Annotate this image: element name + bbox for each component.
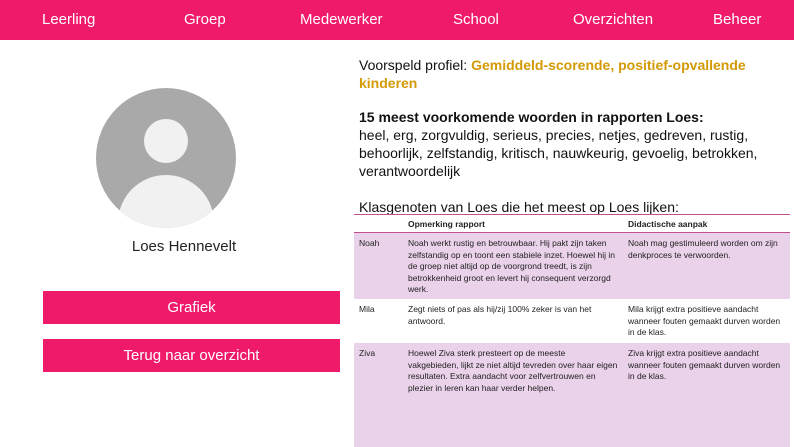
classmates-title: Klasgenoten van Loes die het meest op Loes lijken: (359, 199, 679, 215)
top-navigation (0, 0, 794, 40)
avatar-body (118, 175, 214, 228)
classmates-table (354, 214, 790, 447)
row-remark: Zegt niets of pas als hij/zij 100% zeker is van het antwoord. (408, 304, 592, 326)
profile-label: Voorspeld profiel: (359, 57, 472, 73)
student-name: Loes Hennevelt (131, 238, 237, 255)
nav-beheer[interactable]: Beheer (713, 11, 762, 28)
row-name: Ziva (359, 348, 376, 358)
header-approach: Didactische aanpak (628, 219, 708, 229)
nav-school[interactable]: School (453, 11, 499, 28)
nav-groep[interactable]: Groep (184, 11, 226, 28)
profile-value: Gemiddeld-scorende, positief-opvallende kinderen (359, 57, 746, 91)
row-name: Mila (359, 304, 375, 314)
header-remark: Opmerking rapport (408, 219, 485, 229)
predicted-profile (359, 56, 779, 92)
table-row (354, 343, 790, 447)
avatar-head (144, 119, 188, 163)
row-approach: Mila krijgt extra positieve aandacht wanneer fouten gemaakt durven worden in de klas. (628, 304, 781, 337)
row-remark: Noah werkt rustig en betrouwbaar. Hij pakt zijn taken zelfstandig op en toont een stabiele inzet. Hoewel hij in de groep niet altijd op de voorgrond treedt, is zijn betrokkenheid groot en levert hij consequent verzorgd werk. (408, 238, 615, 294)
row-remark: Hoewel Ziva sterk presteert op de meeste vakgebieden, lijkt ze niet altijd tevreden over haar eigen resultaten. Extra aandacht voor zelfvertrouwen en plezier in leren kan haar verder helpen. (408, 348, 618, 393)
back-to-overview-button[interactable]: Terug naar overzicht (43, 339, 340, 372)
frequent-words (359, 108, 779, 180)
table-row (354, 299, 790, 343)
nav-leerling[interactable]: Leerling (42, 11, 96, 28)
grafiek-button[interactable]: Grafiek (43, 291, 340, 324)
row-approach: Ziva krijgt extra positieve aandacht wanneer fouten gemaakt durven worden in de klas. (628, 348, 781, 381)
row-name: Noah (359, 238, 380, 248)
row-approach: Noah mag gestimuleerd worden om zijn denkproces te verwoorden. (628, 238, 778, 260)
avatar-icon (96, 88, 236, 228)
frequent-words-list: heel, erg, zorgvuldig, serieus, precies, netjes, gedreven, rustig, behoorlijk, zelfstandig, kritisch, nauwkeurig, gevoelig, betrokken, verantwoordelijk (359, 127, 758, 179)
frequent-words-title: 15 meest voorkomende woorden in rapporten Loes: (359, 109, 704, 125)
nav-medewerker[interactable]: Medewerker (300, 11, 383, 28)
nav-overzichten[interactable]: Overzichten (573, 11, 654, 28)
table-header (354, 215, 790, 233)
